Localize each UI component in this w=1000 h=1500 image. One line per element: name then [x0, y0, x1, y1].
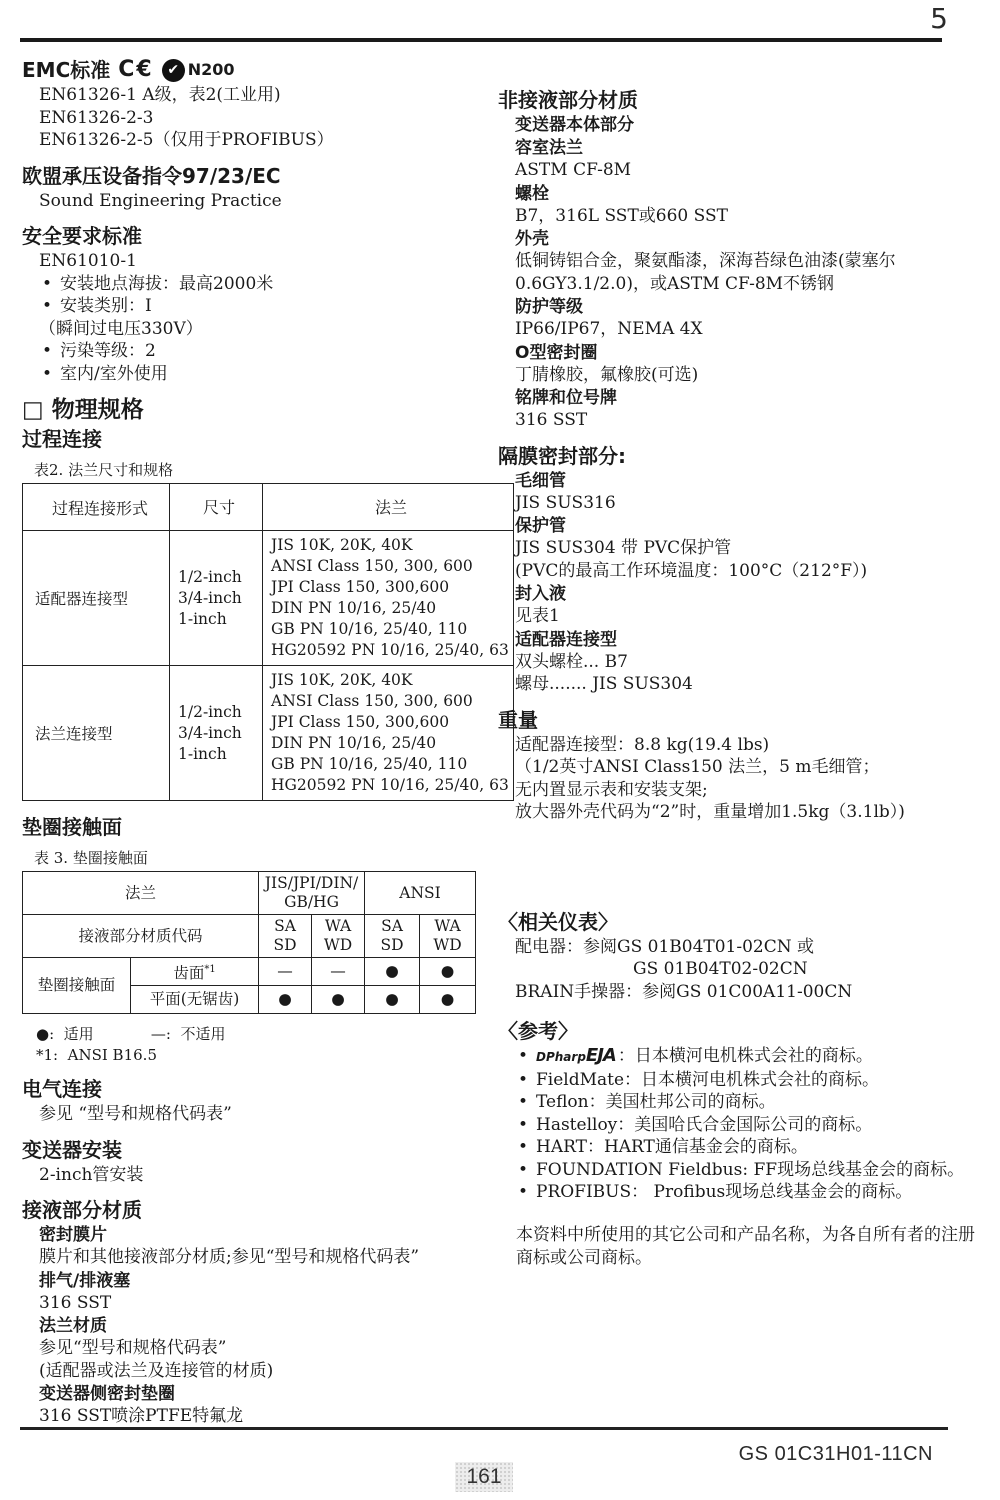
- bullet-item: [498, 1159, 984, 1182]
- subsection-heading: O型密封圈: [515, 342, 598, 363]
- subsection-heading: 防护等级: [515, 297, 583, 317]
- flange-cell: [263, 531, 514, 666]
- subsection-heading: 法兰材质: [39, 1316, 107, 1337]
- subsection-heading: 保护管: [515, 516, 566, 536]
- material-code-cell: [312, 915, 365, 958]
- bullet-item: [498, 1069, 984, 1092]
- column-header: 法兰: [263, 484, 514, 531]
- subsection-heading: 变送器本体部分: [515, 115, 634, 135]
- header-line: JIS/JPI/DIN/: [264, 874, 359, 892]
- bullet-text: Hastelloy：美国哈氏合金国际公司的商标。: [536, 1114, 873, 1135]
- subsection-heading: 铭牌和位号牌: [515, 388, 617, 408]
- spec-line: 参见 “型号和规格代码表”: [39, 1104, 232, 1125]
- flange-line: JPI Class 150, 300,600: [271, 578, 450, 596]
- bullet-text: FieldMate：日本横河电机株式会社的商标。: [536, 1069, 880, 1090]
- bullet-icon: •: [518, 1046, 529, 1066]
- spec-line: 316 SST: [39, 1292, 112, 1313]
- bullet-icon: •: [518, 1114, 529, 1135]
- subsection-heading: 变送器侧密封垫圈: [39, 1384, 175, 1405]
- spec-line: (PVC的最高工作环境温度：100°C（212°F）): [515, 560, 868, 581]
- flange-cell: [263, 666, 514, 801]
- table-header-row: [23, 484, 514, 531]
- spec-line: 配电器：参阅GS 01B04T01-02CN 或: [515, 936, 815, 957]
- column-header: [259, 872, 365, 915]
- flange-size-table: [22, 483, 514, 801]
- table-caption: 表2. 法兰尺寸和规格: [34, 461, 174, 479]
- spec-line: Sound Engineering Practice: [39, 190, 282, 211]
- process-connection-cell: 适配器连接型: [23, 531, 170, 666]
- flange-line: JPI Class 150, 300,600: [271, 713, 450, 731]
- flange-line: DIN PN 10/16, 25/40: [271, 599, 437, 617]
- spec-line: （瞬间过电压330V）: [39, 318, 203, 339]
- table-row: [23, 915, 476, 958]
- applicability-cell: —: [259, 958, 312, 986]
- flange-line: ANSI Class 150, 300, 600: [271, 557, 473, 575]
- applicability-cell: ●: [420, 986, 476, 1014]
- spec-line: JIS SUS304 带 PVC保护管: [515, 538, 732, 558]
- bullet-item: [22, 295, 474, 318]
- section-heading: 安全要求标准: [22, 224, 142, 248]
- subsection-heading: 适配器连接型: [515, 629, 617, 650]
- bullet-item: [498, 1091, 984, 1114]
- bullet-text: 污染等级：2: [60, 341, 156, 361]
- spec-line: JIS SUS316: [515, 492, 616, 513]
- section-heading: 过程连接: [22, 427, 102, 451]
- spec-line: 丁腈橡胶，氟橡胶(可选): [515, 364, 699, 385]
- row-group-label: 垫圈接触面: [23, 958, 131, 1014]
- subsection-heading: 螺栓: [515, 183, 549, 204]
- flange-line: HG20592 PN 10/16, 25/40, 63: [271, 641, 509, 659]
- size-line: 3/4-inch: [178, 723, 242, 742]
- bullet-text: 室内/室外使用: [60, 363, 168, 384]
- spec-line: 适配器连接型：8.8 kg(19.4 lbs): [515, 734, 770, 755]
- code-line: SA: [274, 917, 296, 935]
- spec-line: ASTM CF-8M: [515, 160, 632, 180]
- bullet-text: FOUNDATION Fieldbus: FF现场总线基金会的商标。: [536, 1159, 965, 1180]
- section-heading: □ 物理规格: [22, 397, 144, 423]
- header-line: GB/HG: [284, 893, 339, 911]
- bullet-text: 安装类别：I: [60, 296, 152, 316]
- table-row: [23, 958, 476, 986]
- bullet-text: HART：HART通信基金会的商标。: [536, 1137, 808, 1157]
- section-heading: 接液部分材质: [22, 1198, 142, 1223]
- bullet-item: [22, 363, 474, 386]
- size-line: 1-inch: [178, 744, 227, 763]
- table-caption: 表 3. 垫圈接触面: [34, 849, 148, 867]
- table-row: [23, 872, 476, 915]
- doc-code: GS 01C31H01-11CN: [738, 1443, 933, 1465]
- process-connection-cell: 法兰连接型: [23, 666, 170, 801]
- table-row: [23, 531, 514, 666]
- applicability-cell: ●: [365, 986, 420, 1014]
- section-heading: 欧盟承压设备指令97/23/EC: [22, 163, 281, 188]
- spec-line: （1/2英寸ANSI Class150 法兰，5 m毛细管；: [515, 757, 880, 777]
- size-line: 3/4-inch: [178, 588, 242, 607]
- bullet-icon: •: [42, 363, 53, 384]
- bullet-text: 安装地点海拔：最高2000米: [60, 273, 274, 294]
- bullet-item: [22, 273, 474, 296]
- bullet-text: DPharpEJA ：日本横河电机株式会社的商标。: [536, 1045, 873, 1066]
- section-heading: 非接液部分材质: [498, 88, 638, 112]
- flange-line: JIS 10K, 20K, 40K: [271, 536, 413, 554]
- subsection-heading: 外壳: [515, 229, 549, 249]
- bullet-icon: •: [518, 1092, 529, 1112]
- bottom-rule: [20, 1427, 948, 1430]
- table-legend: ●: 适用 —: 不适用: [36, 1025, 226, 1044]
- spec-line: 参见“型号和规格代码表”: [39, 1338, 227, 1359]
- spec-line: BRAIN手操器：参阅GS 01C00A11-00CN: [515, 981, 853, 1002]
- surface-type-cell: 齿面$^{*1}$: [131, 958, 259, 986]
- applicability-cell: ●: [259, 986, 312, 1014]
- ce-mark-icon: C€: [118, 57, 154, 82]
- subsection-heading: 封入液: [515, 584, 566, 604]
- material-code-cell: [365, 915, 420, 958]
- bullet-item: [498, 1136, 984, 1159]
- spec-line: (适配器或法兰及连接管的材质): [39, 1360, 274, 1381]
- size-line: 1/2-inch: [178, 567, 242, 586]
- bullet-icon: •: [518, 1182, 529, 1202]
- heading-text: EMC标准: [22, 58, 111, 82]
- bullet-item: [498, 1114, 984, 1137]
- size-line: 1/2-inch: [178, 702, 242, 721]
- code-line: WA: [434, 917, 461, 935]
- applicability-cell: ●: [365, 958, 420, 986]
- section-heading: 〈参考〉: [498, 1019, 578, 1043]
- flange-line: DIN PN 10/16, 25/40: [271, 734, 437, 752]
- table-body: [23, 531, 514, 801]
- code-line: WD: [433, 936, 462, 954]
- column-header: 过程连接形式: [23, 484, 170, 531]
- flange-line: JIS 10K, 20K, 40K: [271, 671, 413, 689]
- logo-text: EJA: [585, 1045, 616, 1066]
- spec-line: 2-inch管安装: [39, 1164, 144, 1185]
- column-header: 法兰: [23, 872, 259, 915]
- applicability-cell: —: [312, 958, 365, 986]
- section-heading: 〈相关仪表〉: [498, 909, 618, 934]
- bullet-item: [498, 1181, 984, 1204]
- top-rule: [20, 38, 942, 42]
- code-line: SD: [273, 936, 297, 954]
- paragraph: 本资料中所使用的其它公司和产品名称，为各自所有者的注册商标或公司商标。: [516, 1224, 975, 1268]
- rcm-n200-label: N200: [187, 60, 235, 79]
- section-heading: 电气连接: [22, 1077, 102, 1102]
- size-line: 1-inch: [178, 609, 227, 628]
- applicability-cell: ●: [312, 986, 365, 1014]
- bullet-item: [22, 340, 474, 363]
- bullet-icon: •: [42, 341, 53, 361]
- spec-line: 316 SST: [515, 410, 588, 430]
- subsection-heading: 容室法兰: [515, 138, 583, 158]
- footnote-marker: *1: [204, 964, 216, 975]
- section-heading: 变送器安装: [22, 1137, 122, 1162]
- logo-text: DPharp: [536, 1050, 586, 1064]
- bullet-icon: •: [42, 296, 53, 316]
- flange-line: GB PN 10/16, 25/40, 110: [271, 755, 468, 773]
- spec-line: EN61326-1 A级，表2(工业用): [39, 85, 281, 105]
- spec-line: EN61010-1: [39, 251, 137, 271]
- spec-line: GS 01B04T02-02CN: [633, 959, 808, 979]
- table-row: [23, 484, 514, 531]
- spec-line: 无内置显示表和安装支架;: [515, 779, 708, 800]
- gasket-surface-table: [22, 871, 476, 1014]
- section-heading: 重量: [498, 707, 538, 732]
- right-column: [498, 50, 984, 1270]
- spec-line: B7，316L SST或660 SST: [515, 205, 728, 226]
- bullet-text: Teflon：美国杜邦公司的商标。: [536, 1092, 776, 1112]
- spec-line: EN61326-2-5（仅用于PROFIBUS）: [39, 130, 334, 150]
- bullet-icon: •: [518, 1069, 529, 1090]
- code-line: WD: [323, 936, 353, 954]
- rcm-check-mark-icon: ✔: [162, 59, 185, 82]
- material-code-cell: [420, 915, 476, 958]
- surface-type-cell: 平面(无锯齿): [131, 986, 259, 1014]
- code-line: WA: [324, 917, 352, 935]
- flange-line: HG20592 PN 10/16, 25/40, 63: [271, 776, 509, 794]
- code-line: SD: [380, 936, 404, 954]
- section-heading: 隔膜密封部分:: [498, 443, 626, 468]
- spec-line: 见表1: [515, 606, 560, 626]
- page-number-bottom: 161: [455, 1462, 513, 1492]
- bullet-icon: •: [42, 273, 53, 294]
- dpharp-eja-logo: [536, 1046, 616, 1066]
- row-label: 接液部分材质代码: [23, 915, 259, 958]
- size-cell: [170, 531, 263, 666]
- column-header: 尺寸: [170, 484, 263, 531]
- bullet-item: [498, 1045, 984, 1069]
- flange-line: ANSI Class 150, 300, 600: [271, 692, 473, 710]
- bullet-icon: •: [518, 1159, 529, 1180]
- spec-line: 双头螺栓... B7: [515, 651, 628, 672]
- spec-line: 螺母....... JIS SUS304: [515, 674, 693, 694]
- section-heading-emc: [22, 58, 474, 82]
- table-row: [23, 666, 514, 801]
- applicability-cell: ●: [420, 958, 476, 986]
- code-line: SA: [381, 917, 403, 935]
- left-column: [22, 57, 509, 1428]
- subsection-heading: 排气/排液塞: [39, 1270, 131, 1291]
- bullet-icon: •: [518, 1137, 529, 1157]
- bullet-text: PROFIBUS： Profibus现场总线基金会的商标。: [536, 1182, 913, 1202]
- flange-line: GB PN 10/16, 25/40, 110: [271, 620, 468, 638]
- spec-line: 低铜铸铝合金，聚氨酯漆，深海苔绿色油漆(蒙塞尔0.6GY3.1/2.0)，或ASTM CF-8M不锈钢: [515, 251, 896, 294]
- table-footnote: *1: ANSI B16.5: [36, 1046, 157, 1065]
- spec-line: EN61326-2-3: [39, 107, 154, 128]
- page-number-top: 5: [930, 2, 948, 35]
- section-heading: 垫圈接触面: [22, 815, 122, 839]
- subsection-heading: 毛细管: [515, 470, 566, 491]
- spec-line: IP66/IP67，NEMA 4X: [515, 319, 703, 339]
- size-cell: [170, 666, 263, 801]
- subsection-heading: 密封膜片: [39, 1225, 107, 1246]
- spec-line: 放大器外壳代码为“2”时，重量增加1.5kg（3.1lb）): [515, 802, 905, 822]
- column-header: ANSI: [365, 872, 476, 915]
- spec-line: 316 SST喷涂PTFE特氟龙: [39, 1406, 244, 1427]
- material-code-cell: [259, 915, 312, 958]
- spec-line: 膜片和其他接液部分材质;参见“型号和规格代码表”: [39, 1247, 420, 1268]
